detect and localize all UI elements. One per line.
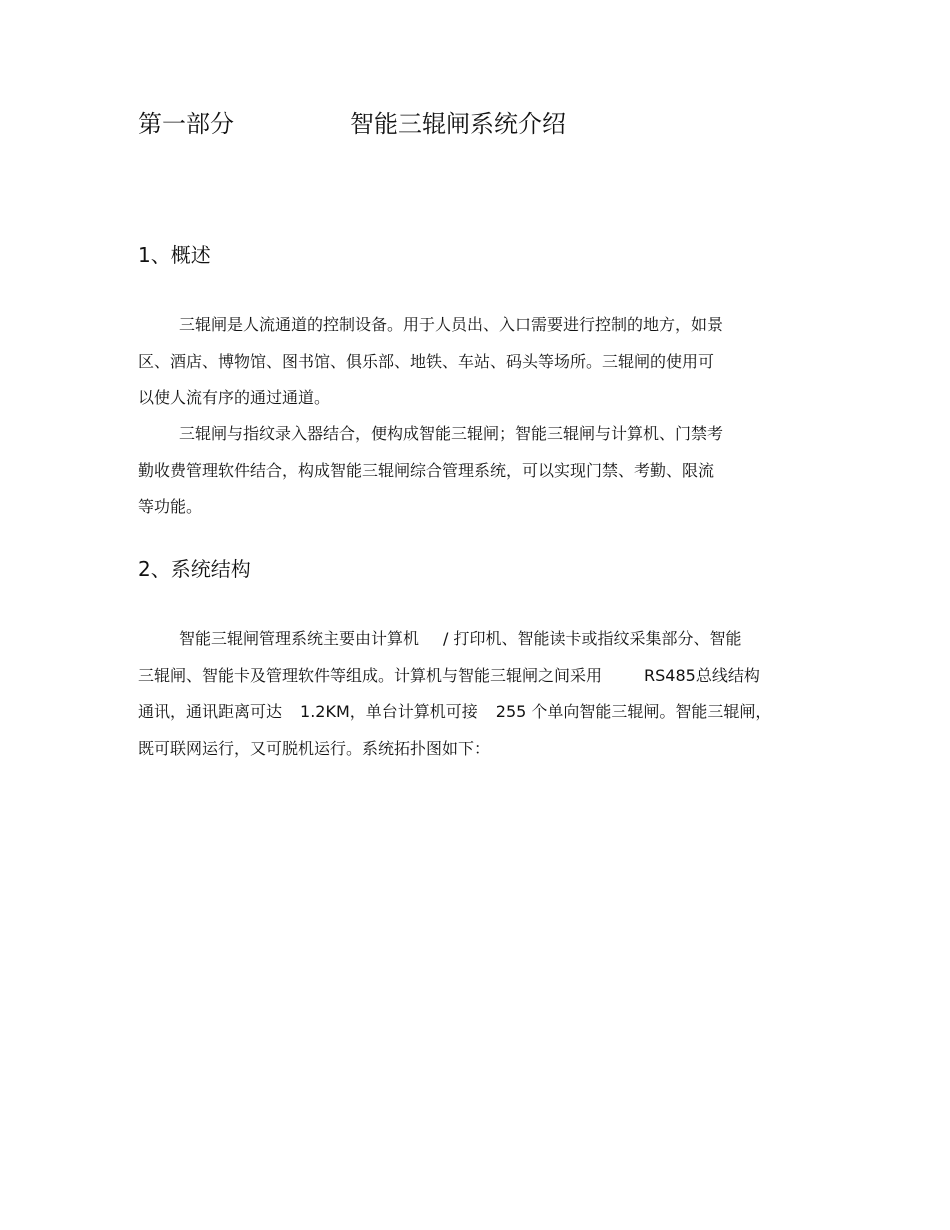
overview-paragraph-1 (138, 307, 818, 417)
text-line: 勤收费管理软件结合，构成智能三辊闸综合管理系统，可以实现门禁、考勤、限流 (138, 460, 715, 480)
part-name: 智能三辊闸系统介绍 (350, 110, 566, 138)
text-line: 以使人流有序的通过通道。 (138, 388, 331, 407)
overview-paragraph-2 (138, 416, 818, 526)
structure-paragraph (138, 621, 818, 767)
section-heading-structure: 2、系统结构 (138, 557, 251, 581)
text-segment: 通讯，通讯距离可达 (138, 702, 283, 721)
section-heading-overview: 1、概述 (138, 243, 211, 267)
text-segment: 智能三辊闸管理系统主要由计算机 (179, 629, 420, 648)
text-line: 等功能。 (138, 497, 203, 516)
text-segment: RS485总线结构 (644, 665, 760, 685)
text-segment: / 打印机、智能读卡或指纹采集部分、智能 (443, 629, 742, 648)
text-line (138, 658, 818, 695)
part-number: 第一部分 (138, 110, 234, 138)
text-line: 既可联网运行，又可脱机运行。系统拓扑图如下： (138, 738, 491, 758)
text-segment: 255 个单向智能三辊闸。智能三辊闸， (495, 702, 772, 721)
text-line: 三辊闸是人流通道的控制设备。用于人员出、入口需要进行控制的地方，如景 (179, 315, 724, 334)
text-line: 区、酒店、博物馆、图书馆、俱乐部、地铁、车站、码头等场所。三辊闸的使用可 (138, 351, 715, 371)
part-title (138, 106, 566, 142)
text-segment: 三辊闸、智能卡及管理软件等组成。计算机与智能三辊闸之间采用 (138, 665, 603, 685)
text-line (138, 621, 818, 658)
text-line: 三辊闸与指纹录入器结合，便构成智能三辊闸；智能三辊闸与计算机、门禁考 (179, 424, 724, 443)
text-line (138, 694, 818, 731)
text-segment: 1.2KM，单台计算机可接 (300, 702, 478, 721)
